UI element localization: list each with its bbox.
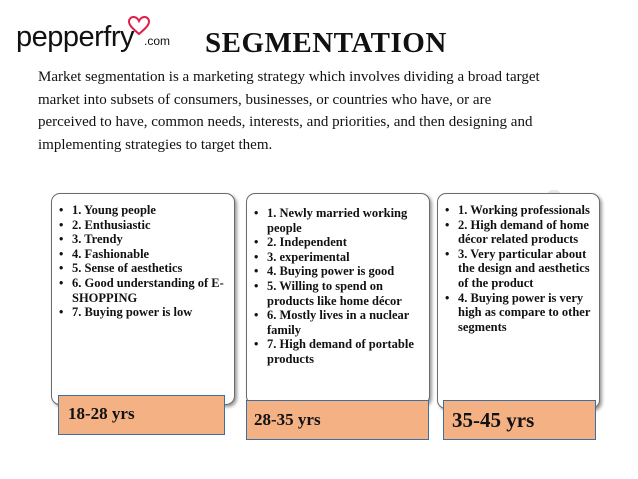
segment-item: • 5. Willing to spend on products like home décor <box>254 279 425 308</box>
segment-item: • 3. experimental <box>254 250 425 265</box>
age-label-28-35: 28-35 yrs <box>246 400 429 440</box>
segment-card-young <box>51 193 235 405</box>
logo-domain-suffix: .com <box>144 34 171 48</box>
segment-item: • 2. Enthusiastic <box>59 218 230 233</box>
page-title: SEGMENTATION <box>205 27 447 59</box>
segment-card-professionals <box>437 193 600 409</box>
segment-card-married <box>246 193 430 405</box>
segment-item: • 1. Working professionals <box>445 203 595 218</box>
age-label-35-45: 35-45 yrs <box>443 400 596 440</box>
pepperfry-logo <box>16 22 176 54</box>
segment-list <box>52 194 234 320</box>
segment-item: • 7. High demand of portable products <box>254 337 425 366</box>
age-label-18-28: 18-28 yrs <box>58 395 225 435</box>
segment-item: • 6. Mostly lives in a nuclear family <box>254 308 425 337</box>
segment-item: • 5. Sense of aesthetics <box>59 261 230 276</box>
segment-item: • 4. Buying power is very high as compare to other segments <box>445 291 595 335</box>
segment-item: • 3. Very particular about the design and aesthetics of the product <box>445 247 595 291</box>
logo-wordmark: pepperfry <box>16 21 135 53</box>
segment-item: • 7. Buying power is low <box>59 305 230 320</box>
intro-line: Market segmentation is a marketing strategy which involves dividing a broad target <box>38 69 540 85</box>
segment-item: • 3. Trendy <box>59 232 230 247</box>
segment-item: • 1. Newly married working people <box>254 206 425 235</box>
segment-list <box>438 194 599 334</box>
intro-line: market into subsets of consumers, businesses, or countries who have, or are <box>38 91 492 108</box>
heart-icon <box>128 16 150 36</box>
segment-item: • 1. Young people <box>59 203 230 218</box>
segment-item: • 2. High demand of home décor related products <box>445 218 595 247</box>
intro-line: implementing strategies to target them. <box>38 136 273 153</box>
segment-item: • 4. Fashionable <box>59 247 230 262</box>
segment-list <box>247 194 429 367</box>
segment-item: • 6. Good understanding of E-SHOPPING <box>59 276 230 305</box>
segment-item: • 2. Independent <box>254 235 425 250</box>
segment-item: • 4. Buying power is good <box>254 264 425 279</box>
intro-line: perceived to have, common needs, interests, and priorities, and then designing and <box>38 114 533 130</box>
intro-paragraph <box>38 66 606 156</box>
